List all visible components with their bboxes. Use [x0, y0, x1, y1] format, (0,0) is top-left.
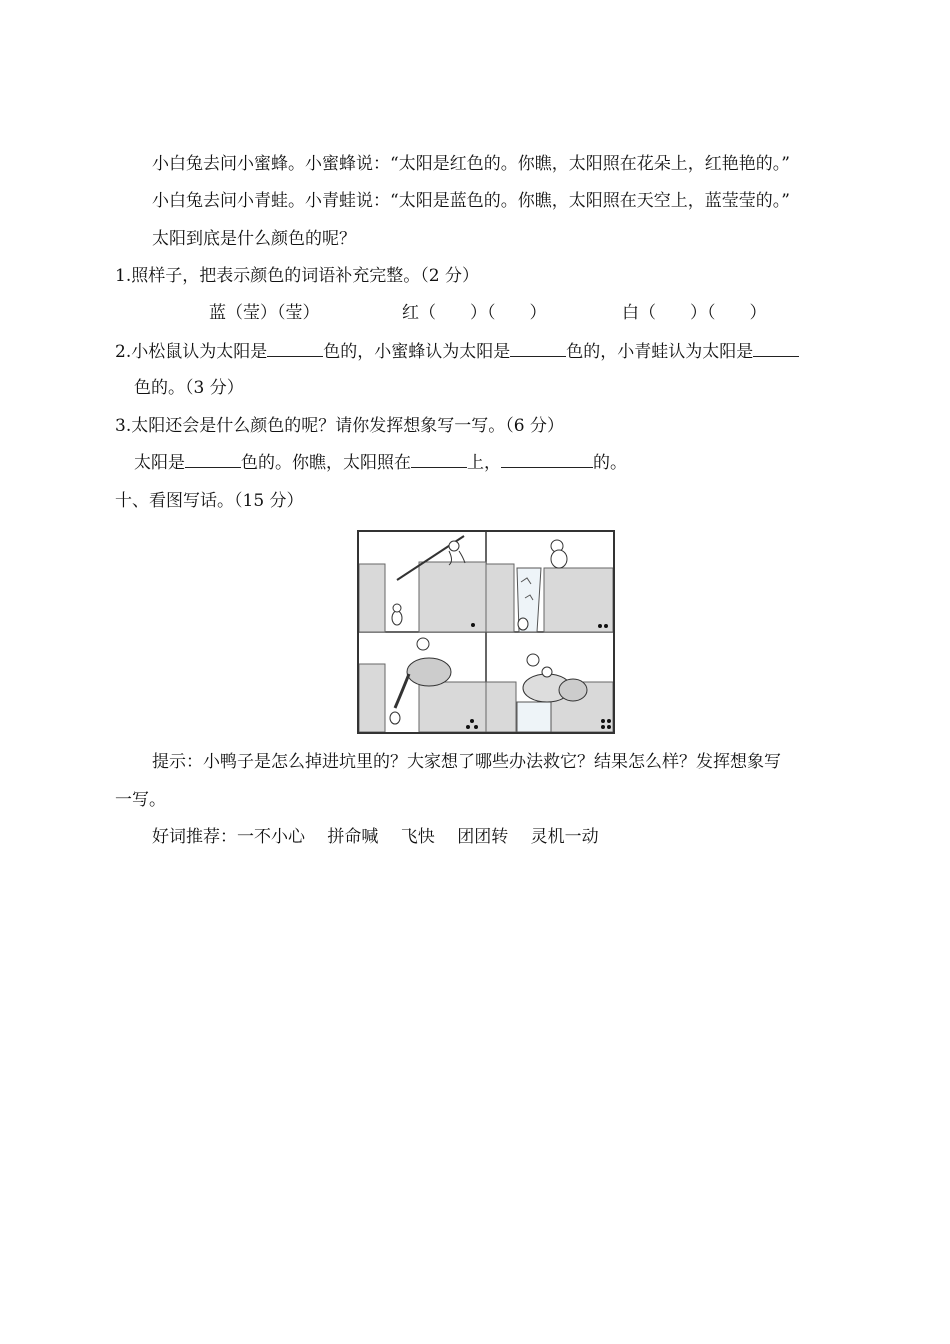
comic-strip-figure	[357, 530, 615, 734]
passage-paragraph-3: 太阳到底是什么颜色的呢？	[152, 229, 356, 249]
q1-white-blank: 白（ ）（ ）	[622, 303, 767, 323]
recommended-words: 好词推荐：一不小心 拼命喊 飞快 团团转 灵机一动	[152, 827, 599, 847]
section-10-hint-line-2: 一写。	[115, 790, 166, 810]
q2-part-b: 色的，小蜜蜂认为太阳是	[323, 342, 511, 362]
question-3: 3.太阳还会是什么颜色的呢？请你发挥想象写一写。（6 分）	[115, 416, 564, 436]
q3-answer-line	[134, 451, 627, 475]
q3-blank-description[interactable]	[501, 451, 593, 468]
passage-paragraph-1: 小白兔去问小蜜蜂。小蜜蜂说：“太阳是红色的。你瞧，太阳照在花朵上，红艳艳的。”	[152, 154, 790, 174]
question-1: 1.照样子，把表示颜色的词语补充完整。（2 分）	[115, 266, 479, 286]
q2-blank-bee[interactable]	[510, 340, 566, 357]
q3-part-c: 上，	[467, 453, 501, 473]
comic-panel-1	[359, 536, 486, 632]
q2-blank-frog[interactable]	[753, 340, 799, 357]
q2-blank-squirrel[interactable]	[267, 340, 323, 357]
q2-part-c: 色的，小青蛙认为太阳是	[566, 342, 754, 362]
q2-continuation: 色的。（3 分）	[134, 378, 244, 398]
q3-blank-place[interactable]	[411, 451, 467, 468]
q1-example: 蓝（莹）（莹）	[209, 303, 320, 323]
comic-panel-4	[486, 654, 613, 732]
comic-panel-3	[359, 638, 486, 732]
q1-red-blank: 红（ ）（ ）	[402, 303, 547, 323]
q3-blank-color[interactable]	[185, 451, 241, 468]
section-10-title: 十、看图写话。（15 分）	[115, 491, 304, 511]
question-2	[115, 340, 799, 364]
comic-panel-2	[486, 540, 613, 632]
q3-part-d: 的。	[593, 453, 627, 473]
q3-part-b: 色的。你瞧，太阳照在	[241, 453, 411, 473]
section-10-hint-line-1: 提示：小鸭子是怎么掉进坑里的？大家想了哪些办法救它？结果怎么样？发挥想象写	[152, 752, 781, 772]
q3-part-a: 太阳是	[134, 453, 185, 473]
q2-part-a: 2.小松鼠认为太阳是	[115, 342, 268, 362]
passage-paragraph-2: 小白兔去问小青蛙。小青蛙说：“太阳是蓝色的。你瞧，太阳照在天空上，蓝莹莹的。”	[152, 191, 790, 211]
